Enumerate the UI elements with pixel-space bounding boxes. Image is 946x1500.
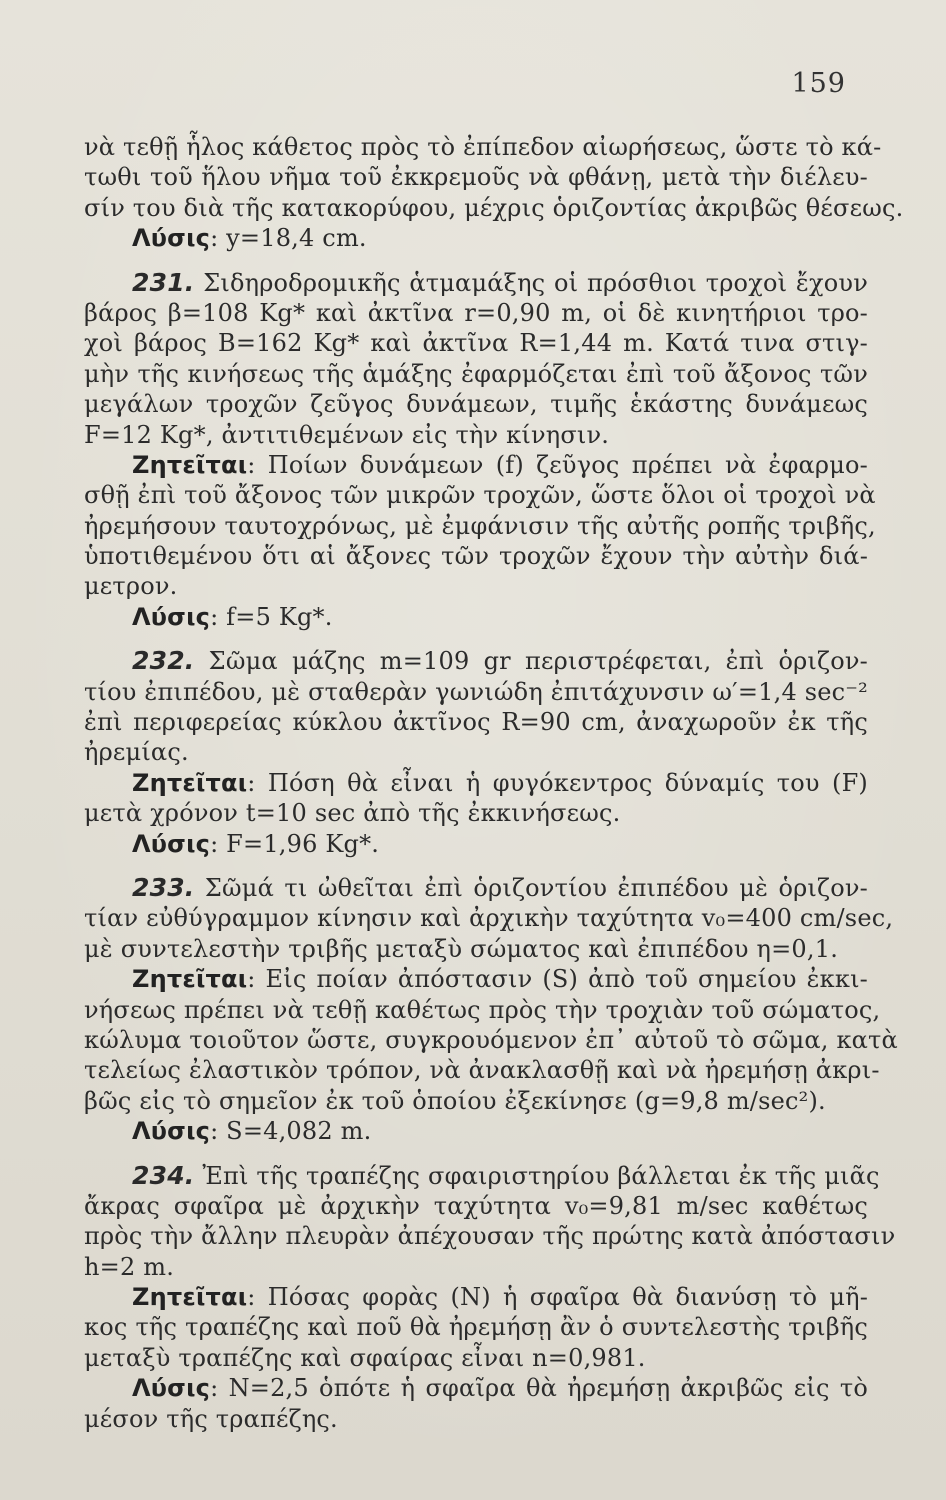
problem-233-line: μὲ συντελεστὴν τριβῆς μεταξὺ σώματος καὶ ἐπιπέδου η=0,1. <box>84 934 839 963</box>
problem-231-line: μὴν τῆς κινήσεως τῆς ἁμάξης ἐφαρμόζεται ἐπὶ τοῦ ἄξονος τῶν <box>84 359 868 388</box>
problem-231-line: χοὶ βάρος B=162 Kg* καὶ ἀκτῖνα R=1,44 m. Κατά τινα στιγ- <box>84 329 868 358</box>
intro-line: σίν του διὰ τῆς κατακορύφου, μέχρις ὁριζοντίας ἀκριβῶς θέσεως. <box>84 193 904 222</box>
intro-line: τωθι τοῦ ἥλου νῆμα τοῦ ἐκκρεμοῦς νὰ φθάνῃ, μετὰ τὴν διέλευ- <box>84 163 868 192</box>
problem-234-solution: Λύσις: N=2,5 ὁπότε ἡ σφαῖρα θὰ ἠρεμήσῃ ἀκριβῶς εἰς τὸ <box>132 1374 868 1403</box>
problem-234-line: 234. Ἐπὶ τῆς τραπέζης σφαιριστηρίου βάλλεται ἐκ τῆς μιᾶς <box>132 1160 880 1190</box>
problem-232-line: 232. Σῶμα μάζης m=109 gr περιστρέφεται, ἐπὶ ὁριζον- <box>132 646 868 676</box>
problem-233-line: βῶς εἰς τὸ σημεῖον ἐκ τοῦ ὁποίου ἐξεκίνησε (g=9,8 m/sec²). <box>84 1086 826 1115</box>
problem-231-line: 231. Σιδηροδρομικῆς ἁτμαμάξης οἱ πρόσθιοι τροχοὶ ἔχουν <box>132 267 868 297</box>
problem-number: 232. <box>132 646 195 676</box>
problem-233-line: 233. Σῶμά τι ὠθεῖται ἐπὶ ὁριζοντίου ἐπιπέδου μὲ ὁριζον- <box>132 872 868 902</box>
problem-233-solution: Λύσις: S=4,082 m. <box>132 1117 372 1146</box>
problem-234-line: μέσον τῆς τραπέζης. <box>84 1404 338 1433</box>
problem-231-solution: Λύσις: f=5 Kg*. <box>132 602 333 631</box>
solution-value: : y=18,4 cm. <box>210 224 367 253</box>
problem-232-solution: Λύσις: F=1,96 Kg*. <box>132 829 380 858</box>
problem-234-line: κος τῆς τραπέζης καὶ ποῦ θὰ ἠρεμήσῃ ἂν ὁ συντελεστὴς τριβῆς <box>84 1313 868 1342</box>
problem-231-required: Ζητεῖται: Ποίων δυνάμεων (f) ζεῦγος πρέπει νὰ ἐφαρμο- <box>132 450 868 479</box>
problem-234-line: μεταξὺ τραπέζης καὶ σφαίρας εἶναι n=0,981. <box>84 1343 646 1372</box>
problem-233-line: κώλυμα τοιοῦτον ὥστε, συγκρουόμενον ἐπ᾽ αὐτοῦ τὸ σῶμα, κατὰ <box>84 1025 898 1054</box>
problem-231-line: μεγάλων τροχῶν ζεῦγος δυνάμεων, τιμῆς ἑκάστης δυνάμεως <box>84 390 868 419</box>
required-label: Ζητεῖται <box>132 768 248 797</box>
solution-label: Λύσις <box>132 1117 211 1146</box>
required-label: Ζητεῖται <box>132 965 248 994</box>
solution-label: Λύσις <box>132 829 211 858</box>
problem-233-line: τελείως ἐλαστικὸν τρόπον, νὰ ἀνακλασθῇ καὶ νὰ ἠρεμήσῃ ἀκρι- <box>84 1056 880 1085</box>
problem-231-line: σθῇ ἐπὶ τοῦ ἄξονος τῶν μικρῶν τροχῶν, ὥστε ὅλοι οἱ τροχοὶ νὰ <box>84 481 876 510</box>
problem-233-line: τίαν εὐθύγραμμον κίνησιν καὶ ἀρχικὴν ταχύτητα v₀=400 cm/sec, <box>84 904 894 933</box>
intro-line: νὰ τεθῇ ἧλος κάθετος πρὸς τὸ ἐπίπεδον αἰωρήσεως, ὥστε τὸ κά- <box>84 133 882 161</box>
problem-232-line: μετὰ χρόνον t=10 sec ἀπὸ τῆς ἐκκινήσεως. <box>84 799 621 828</box>
problem-234-line: ἄκρας σφαῖρα μὲ ἀρχικὴν ταχύτητα v₀=9,81 m/sec καθέτως <box>84 1191 868 1220</box>
problem-233-line: νήσεως πρέπει νὰ τεθῇ καθέτως πρὸς τὴν τροχιὰν τοῦ σώματος, <box>84 995 881 1024</box>
required-label: Ζητεῖται <box>132 450 248 479</box>
problem-232-line: τίου ἐπιπέδου, μὲ σταθερὰν γωνιώδη ἐπιτάχυνσιν ω′=1,4 sec⁻² <box>84 677 868 706</box>
required-label: Ζητεῖται <box>132 1283 248 1312</box>
solution-label: Λύσις <box>132 602 211 631</box>
intro-solution <box>84 223 868 253</box>
problem-232-line: ἐπὶ περιφερείας κύκλου ἀκτῖνος R=90 cm, ἀναχωροῦν ἐκ τῆς <box>84 708 868 737</box>
problem-231-line: F=12 Kg*, ἀντιτιθεμένων εἰς τὴν κίνησιν. <box>84 420 610 449</box>
problem-234-line: h=2 m. <box>84 1252 175 1281</box>
problem-234-required: Ζητεῖται: Πόσας φορὰς (N) ἡ σφαῖρα θὰ διανύσῃ τὸ μῆ- <box>132 1283 868 1312</box>
solution-label: Λύσις <box>132 224 211 253</box>
problem-231-line: ὑποτιθεμένου ὅτι αἱ ἄξονες τῶν τροχῶν ἔχουν τὴν αὐτὴν διά- <box>84 542 868 571</box>
problem-231-line: ἠρεμήσουν ταυτοχρόνως, μὲ ἐμφάνισιν τῆς αὐτῆς ροπῆς τριβῆς, <box>84 511 876 540</box>
text-body <box>84 132 904 1434</box>
solution-label: Λύσις <box>132 1374 211 1403</box>
problem-232-required: Ζητεῖται: Πόση θὰ εἶναι ἡ φυγόκεντρος δύναμίς του (F) <box>132 768 868 797</box>
problem-number: 233. <box>132 872 195 902</box>
problem-number: 231. <box>132 267 195 297</box>
problem-number: 234. <box>132 1160 195 1190</box>
problem-231-line: μετρον. <box>84 572 178 601</box>
page-number: 159 <box>791 68 846 99</box>
problem-232-line: ἠρεμίας. <box>84 738 189 767</box>
problem-234-line: πρὸς τὴν ἄλλην πλευρὰν ἀπέχουσαν τῆς πρώτης κατὰ ἀπόστασιν <box>84 1222 896 1251</box>
problem-233-required: Ζητεῖται: Εἰς ποίαν ἀπόστασιν (S) ἀπὸ τοῦ σημείου ἐκκι- <box>132 965 868 994</box>
problem-231-line: βάρος β=108 Kg* καὶ ἀκτῖνα r=0,90 m, οἱ δὲ κινητήριοι τρο- <box>84 298 868 327</box>
